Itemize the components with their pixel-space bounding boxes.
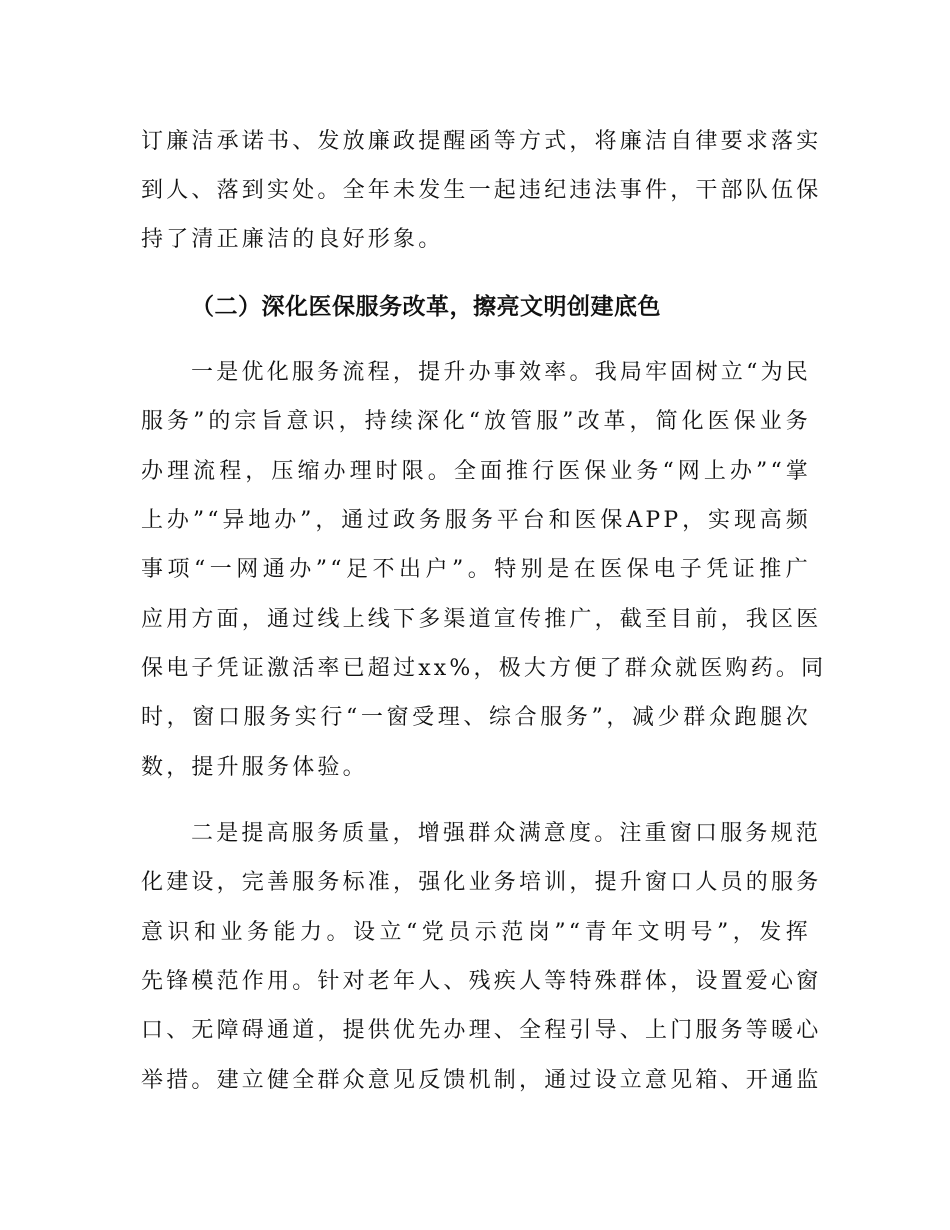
paragraph-line: 到人、落到实处。全年未发生一起违纪违法事件，干部队伍保 (141, 178, 822, 203)
paragraph-line: 办理流程，压缩办理时限。全面推行医保业务“网上办”“掌 (141, 459, 811, 484)
paragraph-line: 化建设，完善服务标准，强化业务培训，提升窗口人员的服务 (141, 870, 822, 895)
paragraph-line: 应用方面，通过线上线下多渠道宣传推广，截至目前，我区医 (141, 607, 822, 632)
paragraph-line: 订廉洁承诺书、发放廉政提醒函等方式，将廉洁自律要求落实 (141, 129, 822, 154)
paragraph-line: 时，窗口服务实行“一窗受理、综合服务”，减少群众跑腿次 (141, 705, 811, 730)
paragraph-line: 服务”的宗旨意识，持续深化“放管服”改革，简化医保业务 (141, 409, 811, 434)
paragraph-line: 举措。建立健全群众意见反馈机制，通过设立意见箱、开通监 (141, 1068, 822, 1093)
section-heading: （二）深化医保服务改革，擦亮文明创建底色 (191, 294, 661, 320)
paragraph-line: 事项“一网通办”“足不出户”。特别是在医保电子凭证推广 (141, 557, 811, 582)
paragraph-line: 保电子凭证激活率已超过xx%，极大方便了群众就医购药。同 (141, 656, 827, 681)
paragraph-line: 口、无障碍通道，提供优先办理、全程引导、上门服务等暖心 (141, 1018, 822, 1043)
paragraph-line: 意识和业务能力。设立“党员示范岗”“青年文明号”，发挥 (141, 920, 811, 945)
paragraph-line: 先锋模范作用。针对老年人、残疾人等特殊群体，设置爱心窗 (141, 969, 822, 994)
paragraph-line: 二是提高服务质量，增强群众满意度。注重窗口服务规范 (191, 821, 822, 846)
paragraph-line: 一是优化服务流程，提升办事效率。我局牢固树立“为民 (191, 360, 811, 385)
paragraph-line: 上办”“异地办”，通过政务服务平台和医保APP，实现高频 (141, 508, 811, 533)
paragraph-line: 数，提升服务体验。 (141, 755, 368, 780)
paragraph-line: 持了清正廉洁的良好形象。 (141, 227, 444, 252)
